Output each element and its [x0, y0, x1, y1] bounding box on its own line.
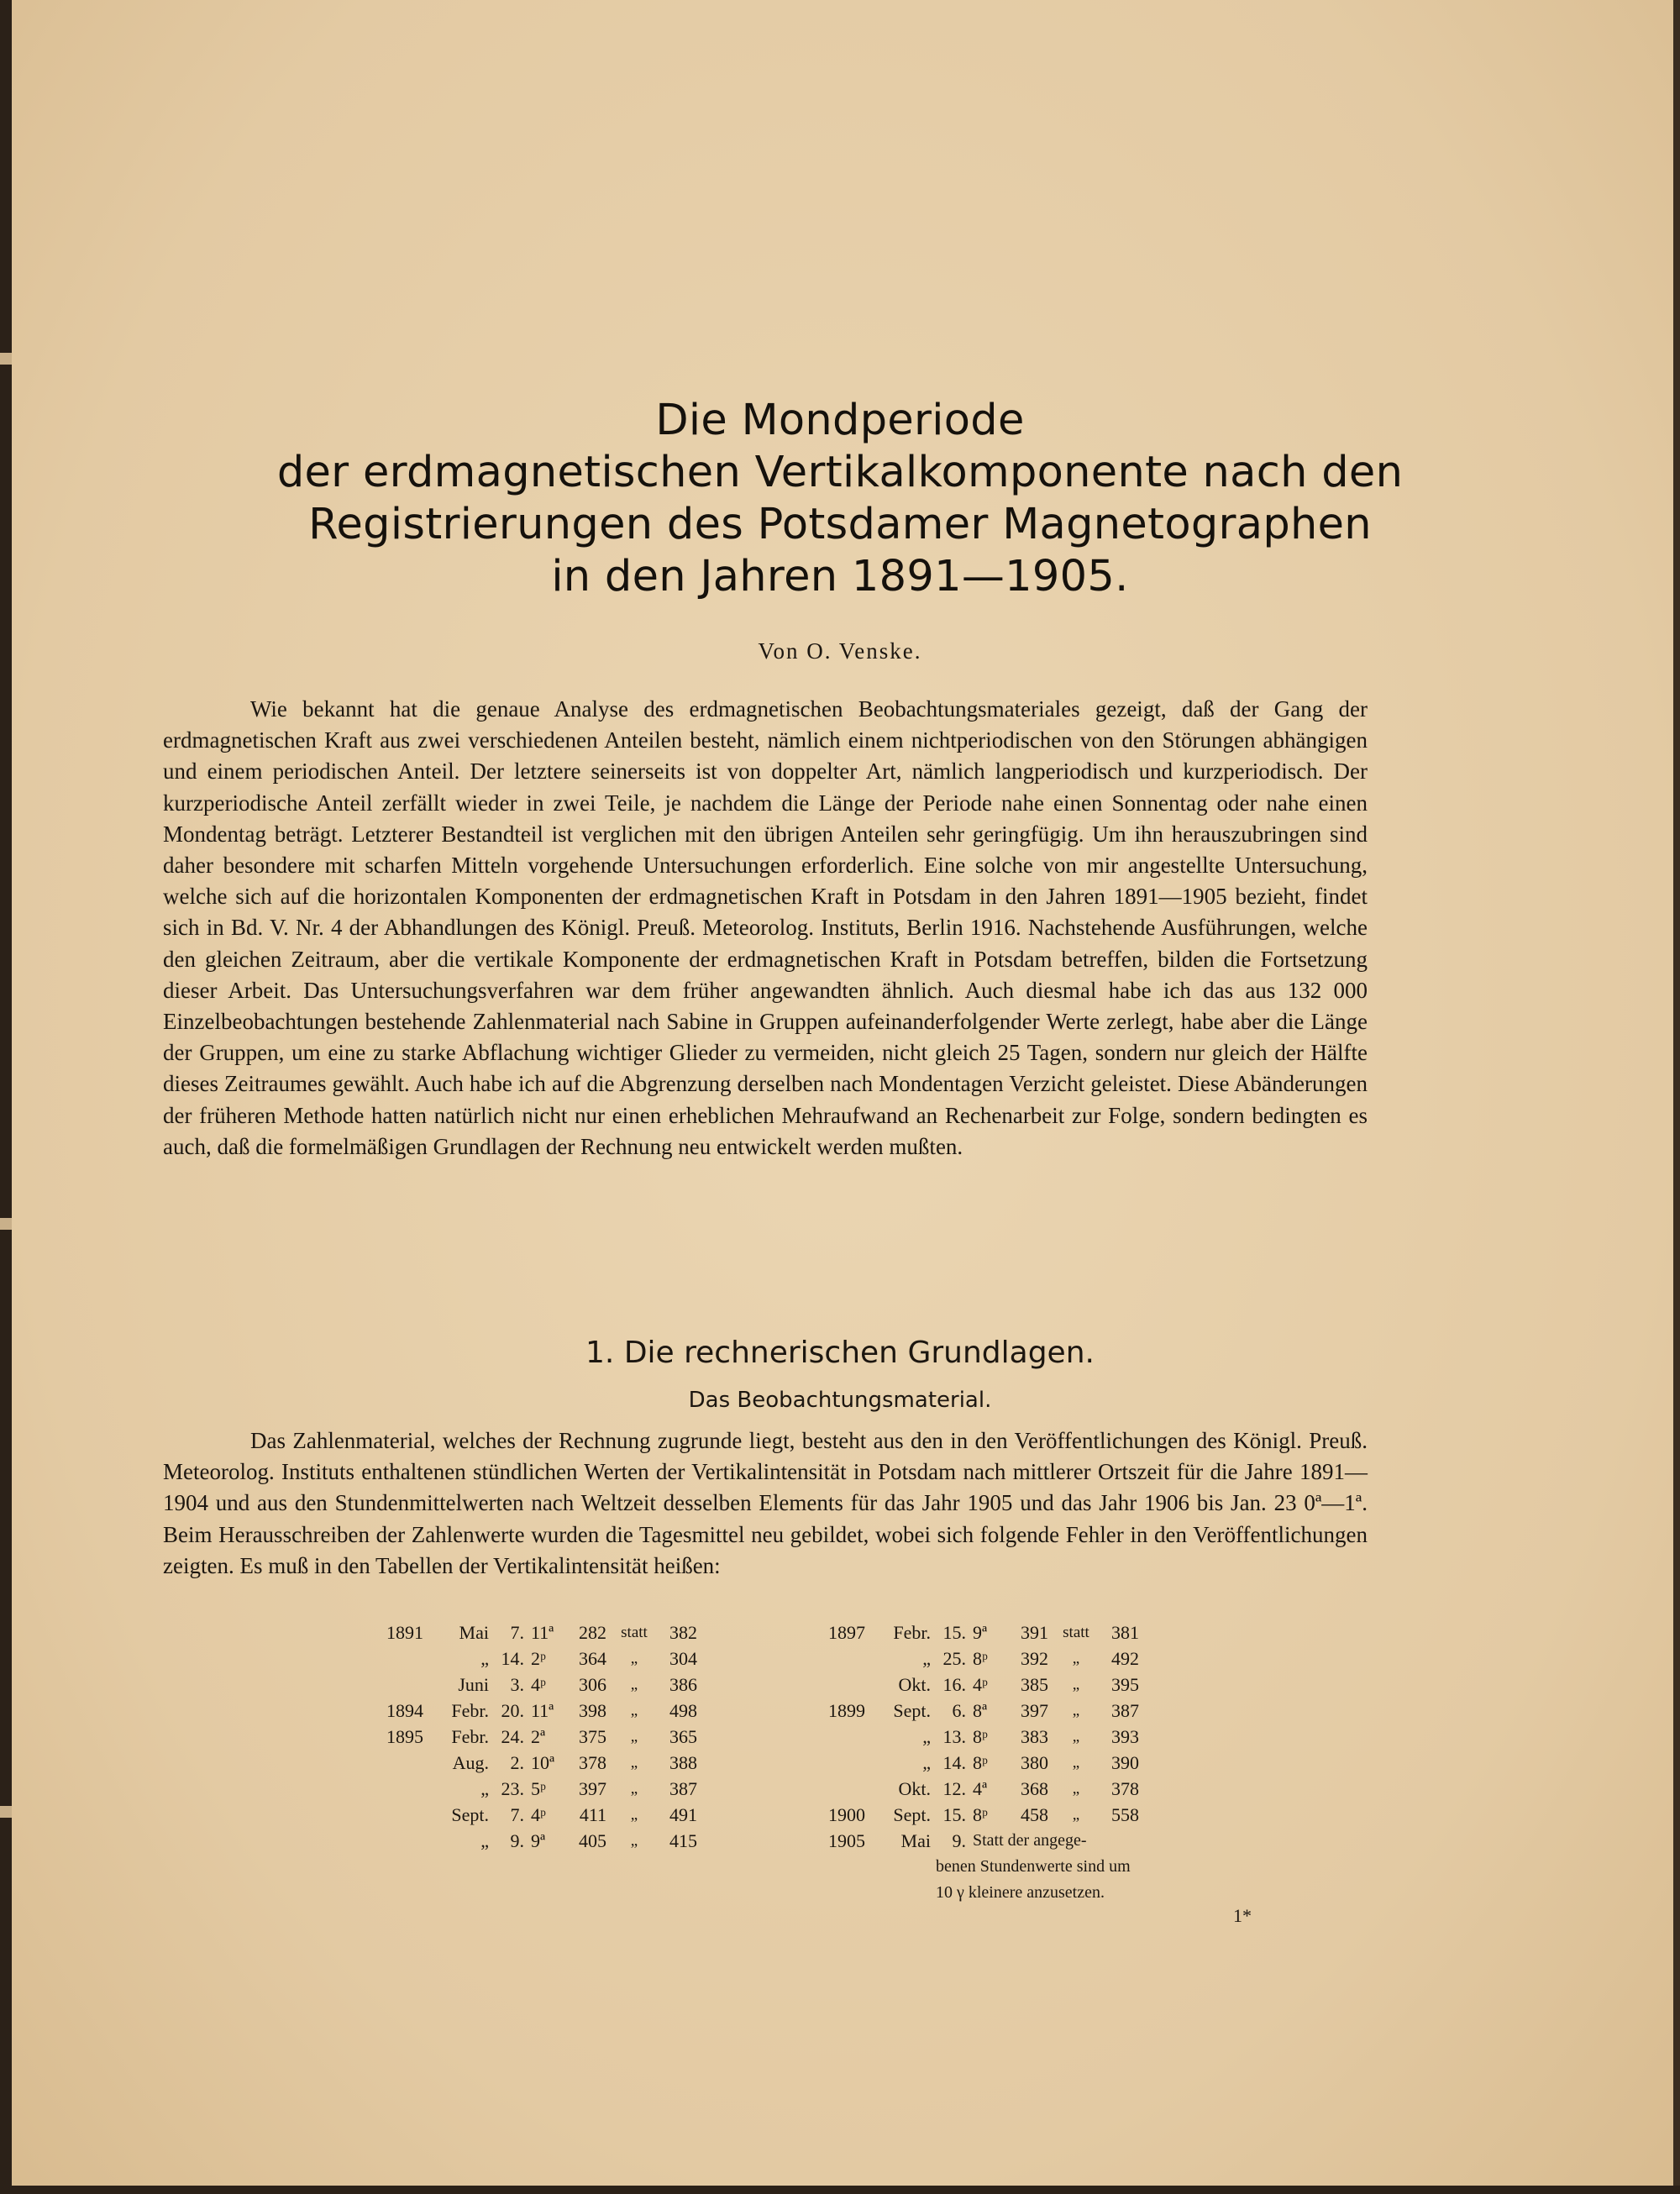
errata-month: Mai: [459, 1622, 489, 1643]
errata-statt: „: [1072, 1754, 1080, 1771]
errata-wrong-value: 391: [1021, 1622, 1048, 1643]
errata-hour: 4ª: [973, 1778, 988, 1799]
errata-row: [828, 1828, 1139, 1854]
errata-wrong-value: 392: [1021, 1648, 1048, 1669]
errata-day: 12.: [942, 1778, 966, 1799]
errata-year: [386, 1750, 437, 1776]
errata-hour: 4ᵖ: [531, 1804, 546, 1825]
scan-edge-mark: [0, 1218, 12, 1230]
errata-day: 9.: [952, 1830, 966, 1851]
errata-hour: 11ª: [531, 1700, 554, 1721]
errata-hour: 5ᵖ: [531, 1778, 546, 1799]
errata-statt: „: [1072, 1780, 1080, 1798]
errata-year: 1895: [386, 1726, 423, 1747]
errata-month: Mai: [900, 1830, 931, 1851]
intro-paragraph: Wie bekannt hat die genaue Analyse des erdmagnetischen Beobachtungsmateriales gezeigt, daß der Gang der erdmagnetischen Kraft aus zwei verschiedenen Anteilen besteht, nämlich einem nichtperiodischen von den Störungen abhängigen und einem periodischen Anteil. Der letztere seinerseits ist von doppelter Art, nämlich langperiodisch und kurzperiodisch. Der kurzperiodische Anteil zerfällt wieder in zwei Teile, je nachdem die Länge der Periode nahe einen Sonnentag oder nahe einen Mondentag beträgt. Letzterer Bestandteil ist verglichen mit den übrigen Anteilen sehr geringfügig. Um ihn herauszubringen sind daher besondere mit scharfen Mitteln vorgehende Untersuchungen erforderlich. Eine solche von mir angestellte Untersuchung, welche sich auf die horizontalen Komponenten der erdmagnetischen Kraft in Potsdam in den Jahren 1891—1905 bezieht, findet sich in Bd. V. Nr. 4 der Abhandlungen des Königl. Preuß. Meteorolog. Instituts, Berlin 1916. Nachstehende Ausführungen, welche den gleichen Zeitraum, aber die vertikale Komponente der erdmagnetischen Kraft in Potsdam betreffen, bilden die Fortsetzung dieser Arbeit. Das Untersuchungsverfahren war dem früher angewandten ähnlich. Auch diesmal habe ich das aus 132 000 Einzelbeobachtungen bestehende Zahlenmaterial nach Sabine in Gruppen aufeinanderfolgender Werte zerlegt, habe aber die Länge der Gruppen, um eine zu starke Abflachung wichtiger Glieder zu vermeiden, nicht gleich 25 Tagen, sondern nur gleich der Hälfte dieses Zeitraumes gewählt. Auch habe ich auf die Abgrenzung derselben nach Mondentagen Verzicht geleistet. Diese Abänderungen der früheren Methode hatten natürlich nicht nur einen erheblichen Mehraufwand an Rechenarbeit zur Folge, sondern bedingten es auch, daß die formelmäßigen Grundlagen der Rechnung neu entwickelt werden mußten.: [163, 696, 1368, 1159]
scan-edge-mark: [0, 1806, 12, 1818]
errata-hour: 9ª: [531, 1830, 546, 1851]
errata-wrong-value: 458: [1021, 1804, 1048, 1825]
errata-hour: 2ª: [531, 1726, 546, 1747]
errata-day: 9.: [510, 1830, 524, 1851]
article-title: [151, 395, 1529, 603]
errata-statt: „: [630, 1832, 638, 1850]
material-section: [163, 1425, 1368, 1582]
errata-correct-value: 365: [669, 1726, 697, 1747]
errata-hour: 10ª: [531, 1752, 555, 1773]
errata-year: [828, 1646, 879, 1672]
errata-wrong-value: 364: [579, 1648, 606, 1669]
errata-month: Okt.: [898, 1778, 931, 1799]
errata-month: Febr.: [893, 1622, 931, 1643]
errata-wrong-value: 385: [1021, 1674, 1048, 1695]
errata-correct-value: 498: [669, 1700, 697, 1721]
errata-note: benen Stundenwerte sind um: [936, 1857, 1131, 1876]
errata-wrong-value: 368: [1021, 1778, 1048, 1799]
errata-day: 14.: [942, 1752, 966, 1773]
errata-month: „: [480, 1778, 489, 1799]
errata-correct-value: 492: [1111, 1648, 1139, 1669]
errata-year: [386, 1776, 437, 1802]
errata-row: [386, 1646, 697, 1672]
errata-year: [828, 1750, 879, 1776]
errata-correct-value: 382: [669, 1622, 697, 1643]
errata-row: [828, 1802, 1139, 1828]
errata-row: [386, 1724, 697, 1750]
errata-correct-value: 415: [669, 1830, 697, 1851]
scan-edge-left: [0, 0, 12, 2194]
errata-day: 14.: [501, 1648, 524, 1669]
title-line: in den Jahren 1891—1905.: [551, 552, 1129, 601]
errata-year: [828, 1776, 879, 1802]
errata-year: 1905: [828, 1830, 865, 1851]
errata-row: [386, 1750, 697, 1776]
errata-day: 15.: [942, 1804, 966, 1825]
author-line: Von O. Venske.: [758, 638, 922, 664]
errata-year: [828, 1672, 879, 1698]
errata-statt: „: [1072, 1676, 1080, 1693]
errata-year: [828, 1724, 879, 1750]
errata-day: 3.: [510, 1674, 524, 1695]
scan-edge-mark: [0, 353, 12, 365]
errata-day: 24.: [501, 1726, 524, 1747]
errata-year: 1891: [386, 1622, 423, 1643]
errata-month: Febr.: [451, 1700, 489, 1721]
errata-correct-value: 387: [669, 1778, 697, 1799]
errata-row: [386, 1619, 697, 1646]
errata-correct-value: 388: [669, 1752, 697, 1773]
errata-statt: „: [1072, 1702, 1080, 1719]
errata-hour: 8ᵖ: [973, 1804, 988, 1825]
errata-statt: „: [1072, 1806, 1080, 1824]
errata-month: Febr.: [451, 1726, 489, 1747]
errata-wrong-value: 378: [579, 1752, 606, 1773]
errata-wrong-value: 398: [579, 1700, 606, 1721]
errata-month: „: [922, 1648, 931, 1669]
errata-month: Sept.: [893, 1700, 931, 1721]
errata-month: „: [922, 1752, 931, 1773]
title-line: Die Mondperiode: [655, 396, 1025, 445]
errata-day: 2.: [510, 1752, 524, 1773]
errata-row: [828, 1646, 1139, 1672]
errata-day: 23.: [501, 1778, 524, 1799]
errata-wrong-value: 397: [1021, 1700, 1048, 1721]
errata-month: „: [922, 1726, 931, 1747]
errata-wrong-value: 411: [579, 1804, 606, 1825]
errata-hour: 8ª: [973, 1700, 988, 1721]
errata-correct-value: 304: [669, 1648, 697, 1669]
errata-row: [386, 1828, 697, 1854]
errata-row: [386, 1776, 697, 1802]
errata-wrong-value: 397: [579, 1778, 606, 1799]
errata-note-row: [828, 1854, 1139, 1880]
errata-row: [386, 1672, 697, 1698]
errata-hour: 8ᵖ: [973, 1726, 988, 1747]
errata-month: Okt.: [898, 1674, 931, 1695]
errata-day: 13.: [942, 1726, 966, 1747]
errata-hour: 11ª: [531, 1622, 554, 1643]
errata-statt: „: [630, 1702, 638, 1719]
errata-day: 15.: [942, 1622, 966, 1643]
errata-day: 16.: [942, 1674, 966, 1695]
errata-correct-value: 378: [1111, 1778, 1139, 1799]
errata-correct-value: 393: [1111, 1726, 1139, 1747]
errata-month: Aug.: [452, 1752, 489, 1773]
errata-wrong-value: 405: [579, 1830, 606, 1851]
errata-wrong-value: 380: [1021, 1752, 1048, 1773]
errata-correct-value: 491: [669, 1804, 697, 1825]
errata-note: 10 γ kleinere anzusetzen.: [936, 1883, 1105, 1902]
errata-row: [828, 1724, 1139, 1750]
errata-year: 1899: [828, 1700, 865, 1721]
errata-table-left: [386, 1619, 697, 1854]
errata-year: [386, 1802, 437, 1828]
errata-day: 7.: [510, 1804, 524, 1825]
page-number: 1*: [1233, 1905, 1252, 1926]
errata-wrong-value: 306: [579, 1674, 606, 1695]
errata-statt: „: [630, 1728, 638, 1745]
errata-month: Juni: [458, 1674, 489, 1695]
errata-statt: „: [1072, 1650, 1080, 1667]
errata-row: [828, 1698, 1139, 1724]
errata-row: [386, 1698, 697, 1724]
section-heading: 1. Die rechnerischen Grundlagen.: [585, 1336, 1095, 1370]
errata-day: 20.: [501, 1700, 524, 1721]
errata-wrong-value: 375: [579, 1726, 606, 1747]
errata-statt: „: [630, 1806, 638, 1824]
errata-year: [386, 1646, 437, 1672]
errata-hour: 9ª: [973, 1622, 988, 1643]
errata-statt: „: [630, 1754, 638, 1771]
errata-statt: statt: [1063, 1624, 1089, 1641]
errata-hour: 2ᵖ: [531, 1648, 546, 1669]
errata-statt: „: [630, 1780, 638, 1798]
material-paragraph: Das Zahlenmaterial, welches der Rechnung zugrunde liegt, besteht aus den in den Veröffentlichungen des Königl. Preuß. Meteorolog. Instituts enthaltenen stündlichen Werten der Vertikalintensität in Potsdam nach mittlerer Ortszeit für die Jahre 1891—1904 und aus den Stundenmittelwerten nach Weltzeit desselben Elements für das Jahr 1905 und das Jahr 1906 bis Jan. 23 0ª—1ª. Beim Herausschreiben der Zahlenwerte wurden die Tagesmittel neu gebildet, wobei sich folgende Fehler in den Veröffentlichungen zeigten. Es muß in den Tabellen der Vertikalintensität heißen:: [163, 1428, 1368, 1578]
intro-section: [163, 694, 1368, 1163]
errata-day: 7.: [510, 1622, 524, 1643]
errata-month: „: [480, 1830, 489, 1851]
errata-correct-value: 558: [1111, 1804, 1139, 1825]
errata-year: [386, 1672, 437, 1698]
errata-row: [828, 1619, 1139, 1646]
errata-note-row: [828, 1880, 1139, 1906]
errata-hour: 8ᵖ: [973, 1648, 988, 1669]
errata-month: „: [480, 1648, 489, 1669]
errata-hour: 8ᵖ: [973, 1752, 988, 1773]
errata-statt: „: [1072, 1728, 1080, 1745]
errata-month: Sept.: [893, 1804, 931, 1825]
errata-day: 6.: [952, 1700, 966, 1721]
errata-statt: „: [630, 1676, 638, 1693]
errata-correct-value: 381: [1111, 1622, 1139, 1643]
errata-correct-value: 387: [1111, 1700, 1139, 1721]
errata-year: [386, 1828, 437, 1854]
errata-correct-value: 390: [1111, 1752, 1139, 1773]
errata-correct-value: 395: [1111, 1674, 1139, 1695]
errata-row: [828, 1776, 1139, 1802]
title-line: der erdmagnetischen Vertikalkomponente nach den: [276, 448, 1404, 497]
scan-edge-bottom: [0, 2186, 1680, 2194]
errata-row: [828, 1672, 1139, 1698]
errata-correct-value: 386: [669, 1674, 697, 1695]
errata-hour: 4ᵖ: [531, 1674, 546, 1695]
title-line: Registrierungen des Potsdamer Magnetographen: [308, 500, 1372, 549]
errata-wrong-value: 282: [579, 1622, 606, 1643]
errata-statt: „: [630, 1650, 638, 1667]
scan-edge-right: [1673, 0, 1680, 2194]
errata-wrong-value: 383: [1021, 1726, 1048, 1747]
errata-statt: statt: [621, 1624, 648, 1641]
errata-year: 1894: [386, 1700, 423, 1721]
errata-month: Sept.: [451, 1804, 489, 1825]
errata-day: 25.: [942, 1648, 966, 1669]
errata-row: [386, 1802, 697, 1828]
sub-heading: Das Beobachtungsmaterial.: [688, 1388, 992, 1413]
errata-note: Statt der angege-: [973, 1831, 1087, 1850]
errata-row: [828, 1750, 1139, 1776]
errata-hour: 4ᵖ: [973, 1674, 988, 1695]
errata-year: 1900: [828, 1804, 865, 1825]
errata-table-right: [828, 1619, 1139, 1906]
errata-year: 1897: [828, 1622, 865, 1643]
